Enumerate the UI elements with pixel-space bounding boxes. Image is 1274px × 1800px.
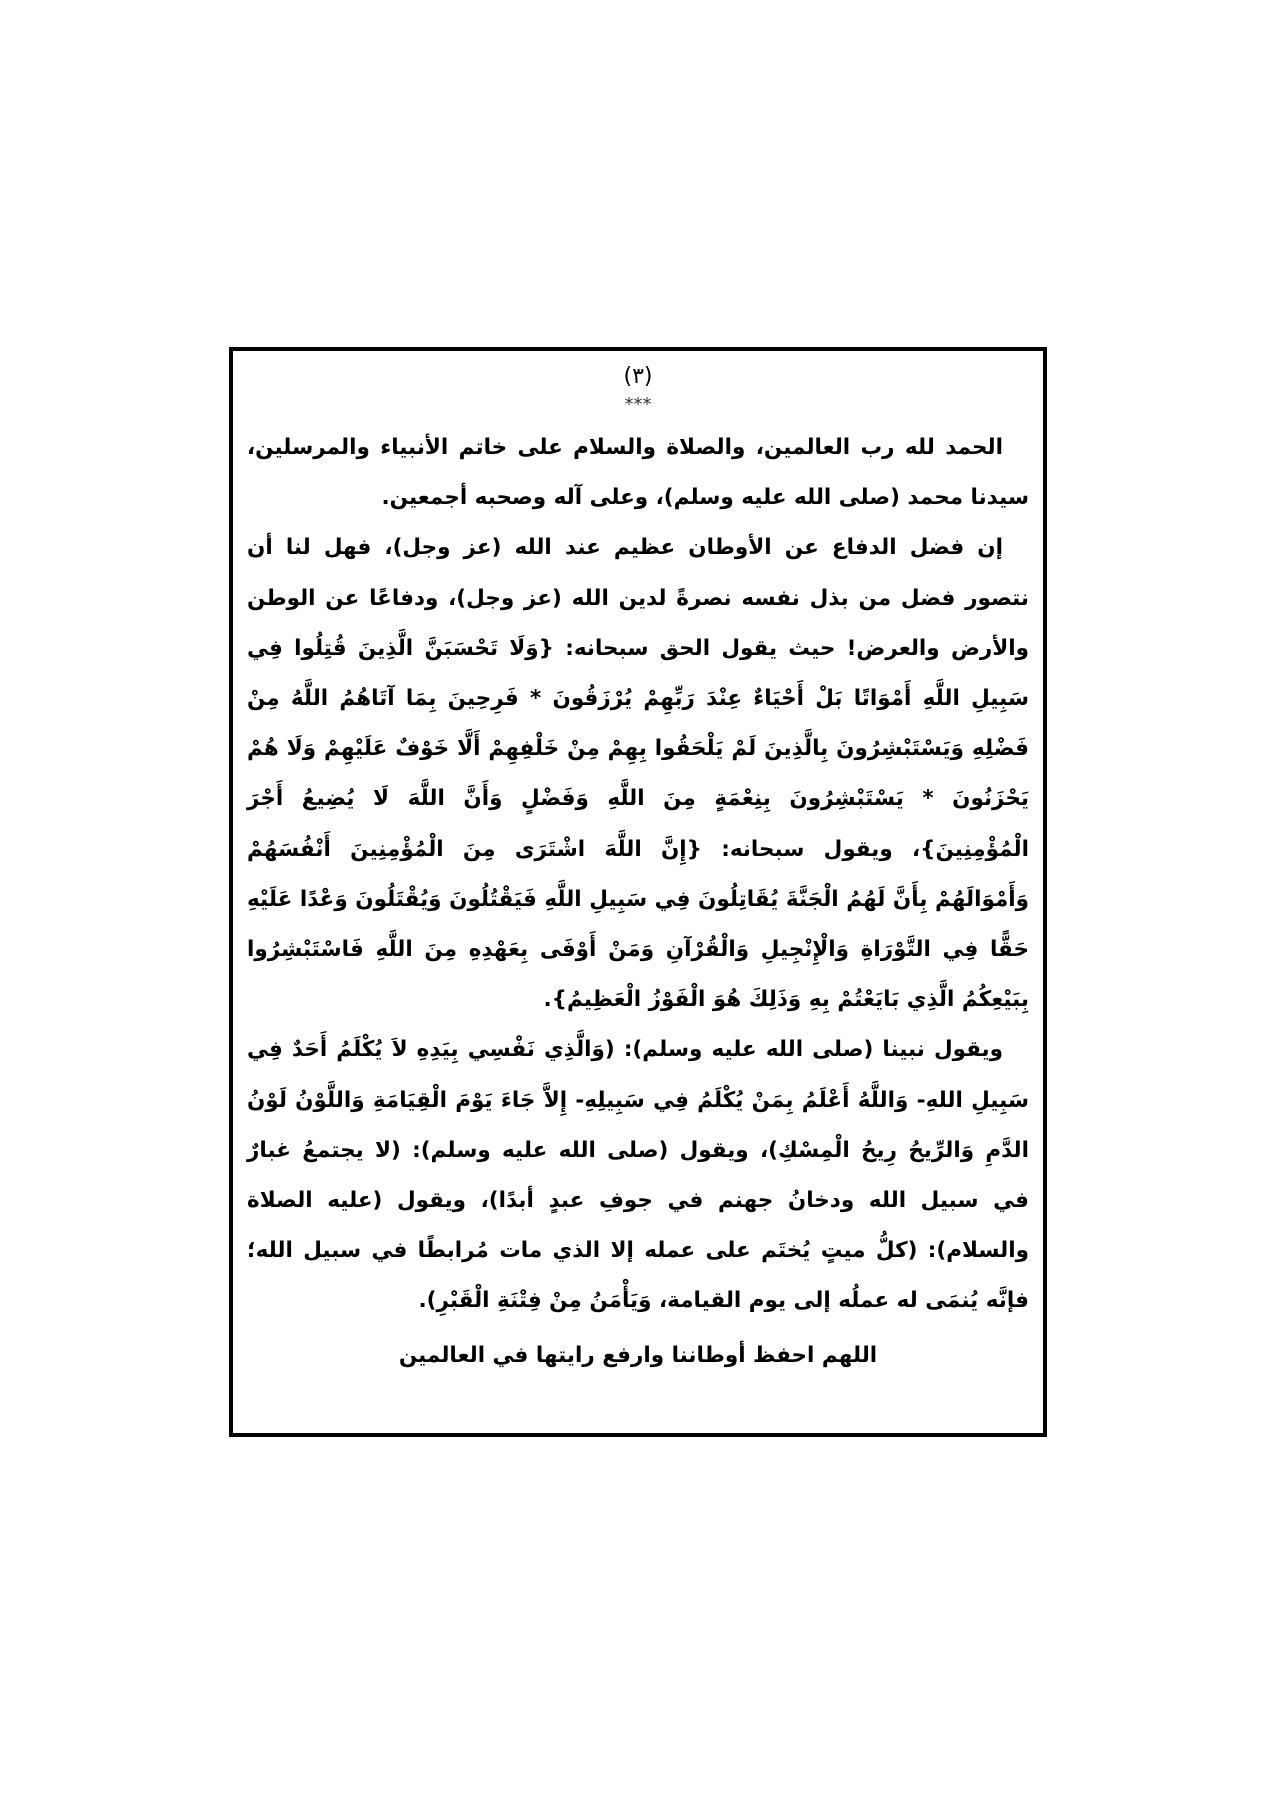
paragraph-hadith: ويقول نبينا (صلى الله عليه وسلم): (وَالَّذِي نَفْسِي بِيَدِهِ لاَ يُكْلَمُ أَحَدٌ فِي سَبِيلِ اللهِ- وَاللَّهُ أَعْلَمُ بِمَنْ يُكْلَمُ فِي سَبِيلِهِ- إِلاَّ جَاءَ يَوْمَ الْقِيَامَةِ وَاللَّوْنُ لَوْنُ الدَّمِ وَالرِّيحُ رِيحُ الْمِسْكِ)، ويقول (صلى الله عليه وسلم): (لا يجتمعُ غبارٌ في سبيل الله ودخانُ جهنم في جوفِ عبدٍ أبدًا)، ويقول (عليه الصلاة والسلام): (كلُّ ميتٍ يُختَم على عمله إلا الذي مات مُرابطًا في سبيل الله؛ فإنَّه يُنمَى له عملُه إلى يوم القيامة، وَيَأْمَنُ مِنْ فِتْنَةِ الْقَبْرِ). [247,1037,1029,1314]
section-separator: *** [624,394,652,415]
page-content [247,357,1029,1433]
paragraph-defense-virtue: إن فضل الدفاع عن الأوطان عظيم عند الله (عز وجل)، فهل لنا أن نتصور فضل من بذل نفسه نصرةً لدين الله (عز وجل)، ودفاعًا عن الوطن والأرض والعرض! حيث يقول الحق سبحانه: {وَلَا تَحْسَبَنَّ الَّذِينَ قُتِلُوا فِي سَبِيلِ اللَّهِ أَمْوَاتًا بَلْ أَحْيَاءٌ عِنْدَ رَبِّهِمْ يُرْزَقُونَ * فَرِحِينَ بِمَا آتَاهُمُ اللَّهُ مِنْ فَضْلِهِ وَيَسْتَبْشِرُونَ بِالَّذِينَ لَمْ يَلْحَقُوا بِهِمْ مِنْ خَلْفِهِمْ أَلَّا خَوْفٌ عَلَيْهِمْ وَلَا هُمْ يَحْزَنُونَ * يَسْتَبْشِرُونَ بِنِعْمَةٍ مِنَ اللَّهِ وَفَضْلٍ وَأَنَّ اللَّهَ لَا يُضِيعُ أَجْرَ الْمُؤْمِنِينَ}، ويقول سبحانه: {إِنَّ اللَّهَ اشْتَرَى مِنَ الْمُؤْمِنِينَ أَنْفُسَهُمْ وَأَمْوَالَهُمْ بِأَنَّ لَهُمُ الْجَنَّةَ يُقَاتِلُونَ فِي سَبِيلِ اللَّهِ فَيَقْتُلُونَ وَيُقْتَلُونَ وَعْدًا عَلَيْهِ حَقًّا فِي التَّوْرَاةِ وَالْإِنْجِيلِ وَالْقُرْآنِ وَمَنْ أَوْفَى بِعَهْدِهِ مِنَ اللَّهِ فَاسْتَبْشِرُوا بِبَيْعِكُمُ الَّذِي بَايَعْتُمْ بِهِ وَذَلِكَ هُوَ الْفَوْزُ الْعَظِيمُ}. [247,535,1029,1013]
page-number: (٣) [623,364,653,389]
paragraph-opening: الحمد لله رب العالمين، والصلاة والسلام على خاتم الأنبياء والمرسلين، سيدنا محمد (صلى الله عليه وسلم)، وعلى آله وصحبه أجمعين. [247,435,1029,511]
closing-prayer: اللهم احفظ أوطاننا وارفع رايتها في العالمين [398,1342,878,1368]
page-frame [229,347,1047,1437]
